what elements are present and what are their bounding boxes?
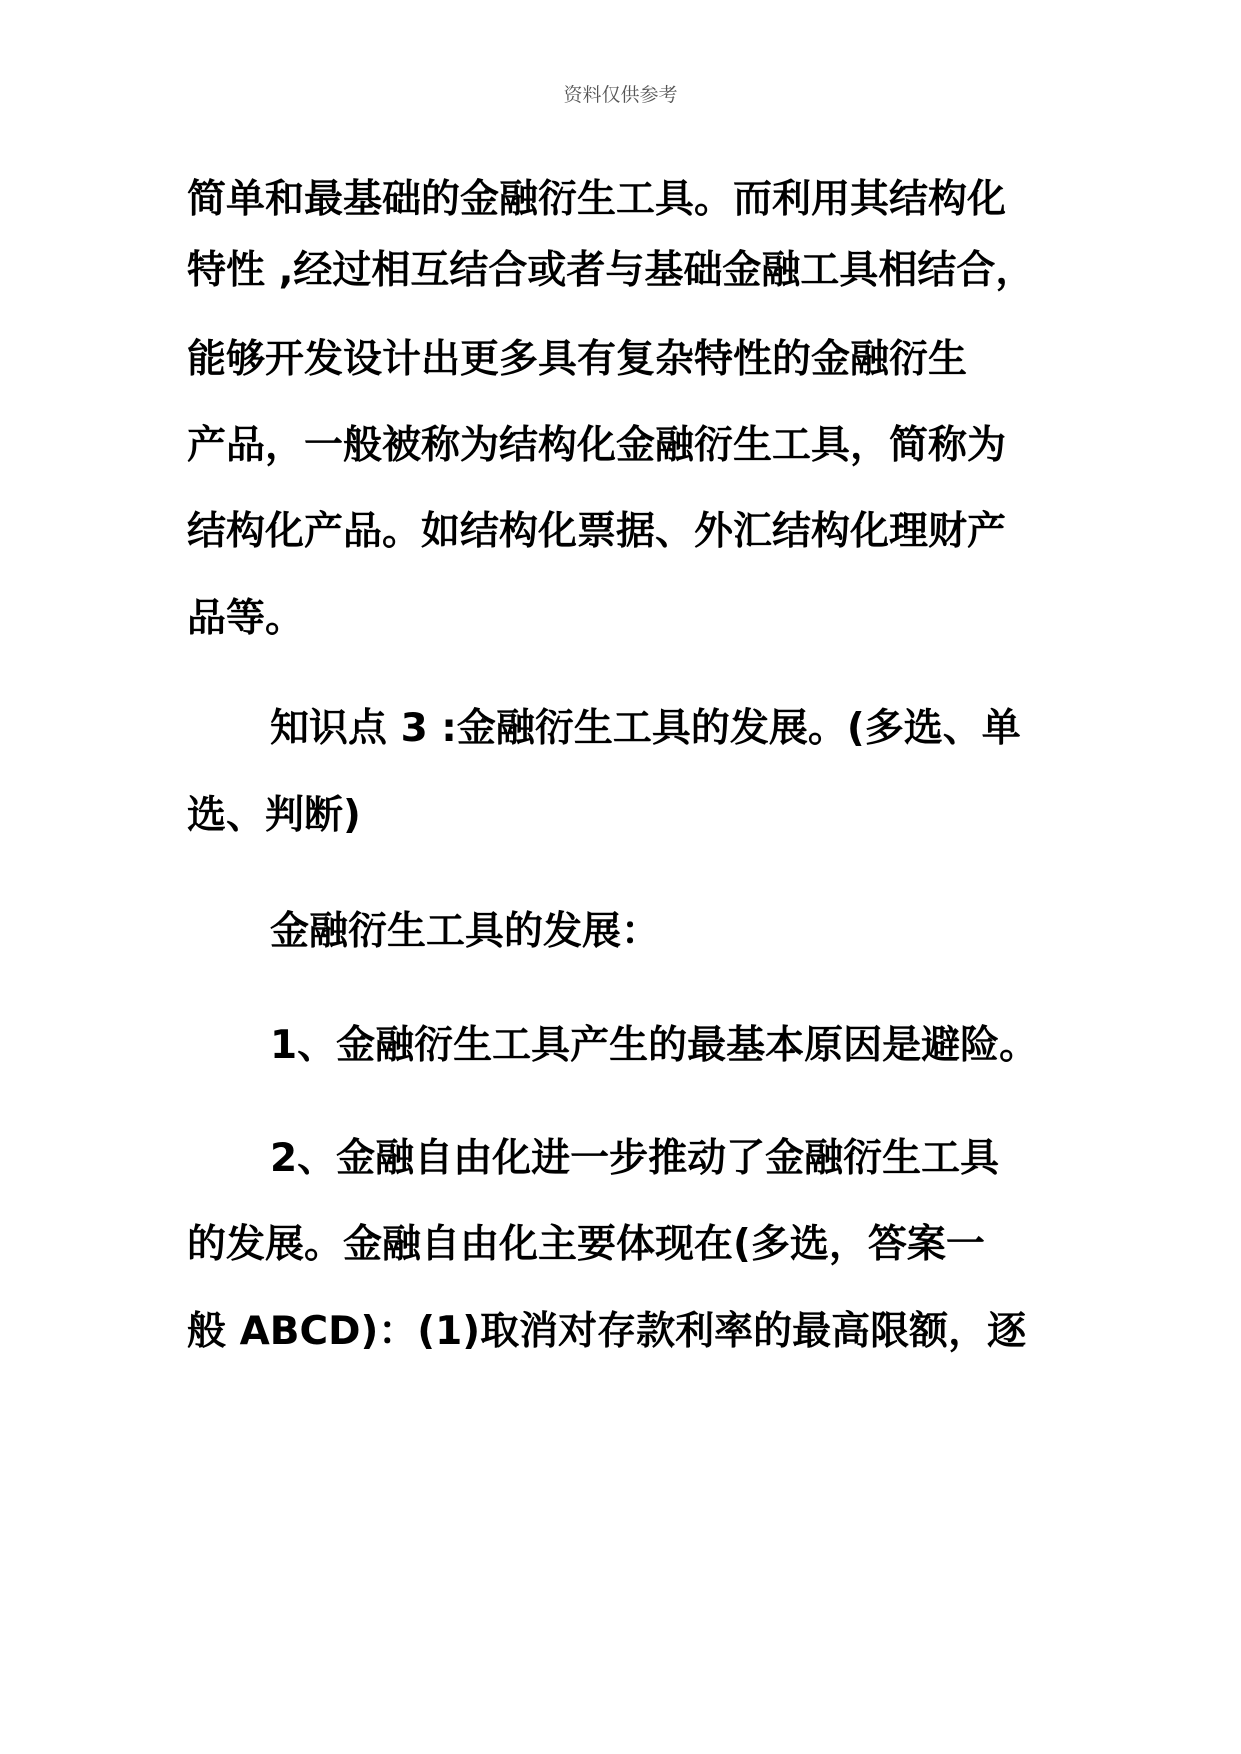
body-line: 结构化产品。如结构化票据、外汇结构化理财产 <box>187 509 1007 554</box>
body-line: 般 ABCD)：(1)取消对存款利率的最高限额，逐 <box>187 1309 1027 1354</box>
body-line: 能够开发设计出更多具有复杂特性的金融衍生 <box>187 337 968 382</box>
section-heading: 知识点 3 :金融衍生工具的发展。(多选、单 <box>270 706 1021 751</box>
body-line: 品等。 <box>187 596 305 641</box>
page-header: 资料仅供参考 <box>563 84 678 106</box>
body-line: 简单和最基础的金融衍生工具。而利用其结构化 <box>187 177 1007 222</box>
body-line: 的发展。金融自由化主要体现在(多选，答案一 <box>187 1222 985 1267</box>
body-line: 产品，一般被称为结构化金融衍生工具，简称为 <box>187 423 1007 468</box>
body-line: 特性 ,经过相互结合或者与基础金融工具相结合， <box>187 248 1035 293</box>
subheading: 金融衍生工具的发展： <box>270 909 661 954</box>
list-item: 1、金融衍生工具产生的最基本原因是避险。 <box>270 1023 1039 1068</box>
list-item: 2、金融自由化进一步推动了金融衍生工具 <box>270 1136 1000 1181</box>
body-line: 选、判断) <box>187 793 361 838</box>
